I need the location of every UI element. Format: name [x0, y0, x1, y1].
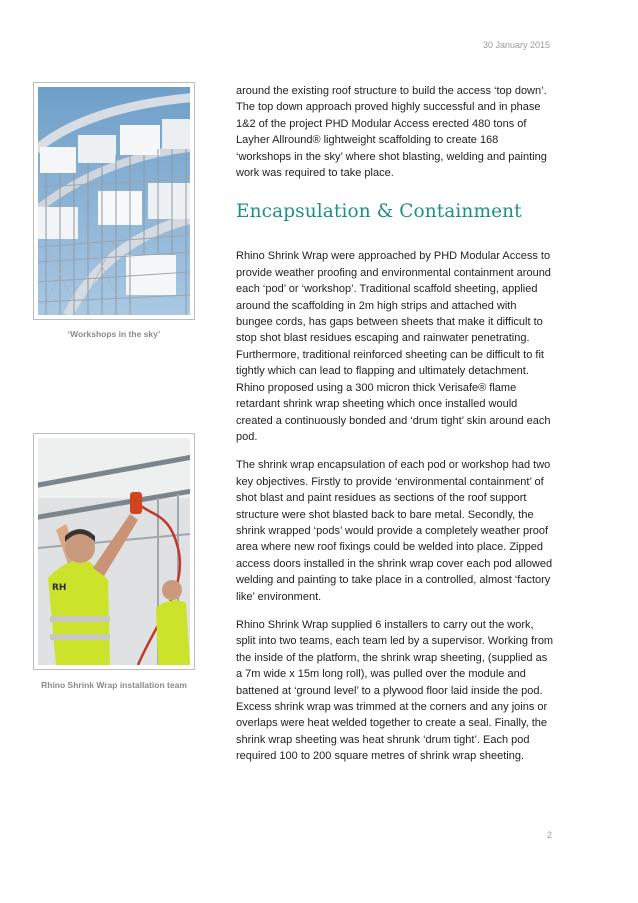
intro-paragraph: around the existing roof structure to build the access ‘top down’. The top down approach proved highly successful and in phase 1&2 of the project PHD Modular Access erected 480 tons of Layher Allround® lightweight scaffolding to create 168 ‘workshops in the sky’ where shot blasting, welding and painting work was required to take place.: [236, 85, 547, 180]
body-paragraph: Rhino Shrink Wrap supplied 6 installers to carry out the work, split into two teams, each team led by a supervisor. Working from the inside of the platform, the shrink wrap sheeting, (supplied as a 7m wide x 15m long roll), was pulled over the module and battened at ‘ground level’ to a plywood floor laid inside the pod. Excess shrink wrap was trimmed at the corners and any joins or overlaps were heat welded together to create a seal. Finally, the shrink wrap sheeting was heat shrunk ‘drum tight’. Each pod required 100 to 200 square metres of shrink wrap sheeting.: [236, 618, 554, 763]
figure-caption-team: Rhino Shrink Wrap installation team: [41, 680, 187, 690]
section-heading: Encapsulation & Containment: [236, 201, 522, 223]
installation-team-photo: [33, 433, 195, 670]
article-body: [236, 83, 554, 777]
page-number: 2: [546, 830, 552, 840]
body-paragraph: The shrink wrap encapsulation of each pod or workshop had two key objectives. Firstly to provide ‘environmental containment’ of shot blast and paint residues as sections of the roof support structure were shot blasted back to bare metal. Secondly, the shrink wrapped ‘pods’ would provide a completely weather proof area where new roof fixings could be welded into place. Zipped access doors installed in the shrink wrap cover each pod allowed welding and painting to take place in a controlled, almost ‘factory like’ environment.: [236, 459, 553, 603]
workshops-in-the-sky-photo: [33, 82, 195, 320]
document-date: 30 January 2015: [482, 40, 550, 50]
svg-text:RH: RH: [52, 583, 67, 593]
scaffolding-photo-icon: [38, 87, 190, 315]
figure-caption-workshops: ‘Workshops in the sky’: [67, 329, 161, 339]
body-paragraph: Rhino Shrink Wrap were approached by PHD Modular Access to provide weather proofing and environmental containment around each ‘pod’ or ‘workshop’. Traditional scaffold sheeting, applied around the scaffolding in 2m high strips and attached with bungee cords, has gaps between sheets that make it difficult to stop shot blast residues escaping and rainwater penetrating. Furthermore, traditional reinforced sheeting can be difficult to fit tightly which can lead to flapping and ultimately detachment. Rhino proposed using a 300 micron thick Verisafe® flame retardant shrink wrap sheeting which once installed would created a continuously bonded and ‘drum tight’ skin around each pod.: [236, 250, 551, 443]
installation-team-photo-icon: [38, 438, 190, 665]
